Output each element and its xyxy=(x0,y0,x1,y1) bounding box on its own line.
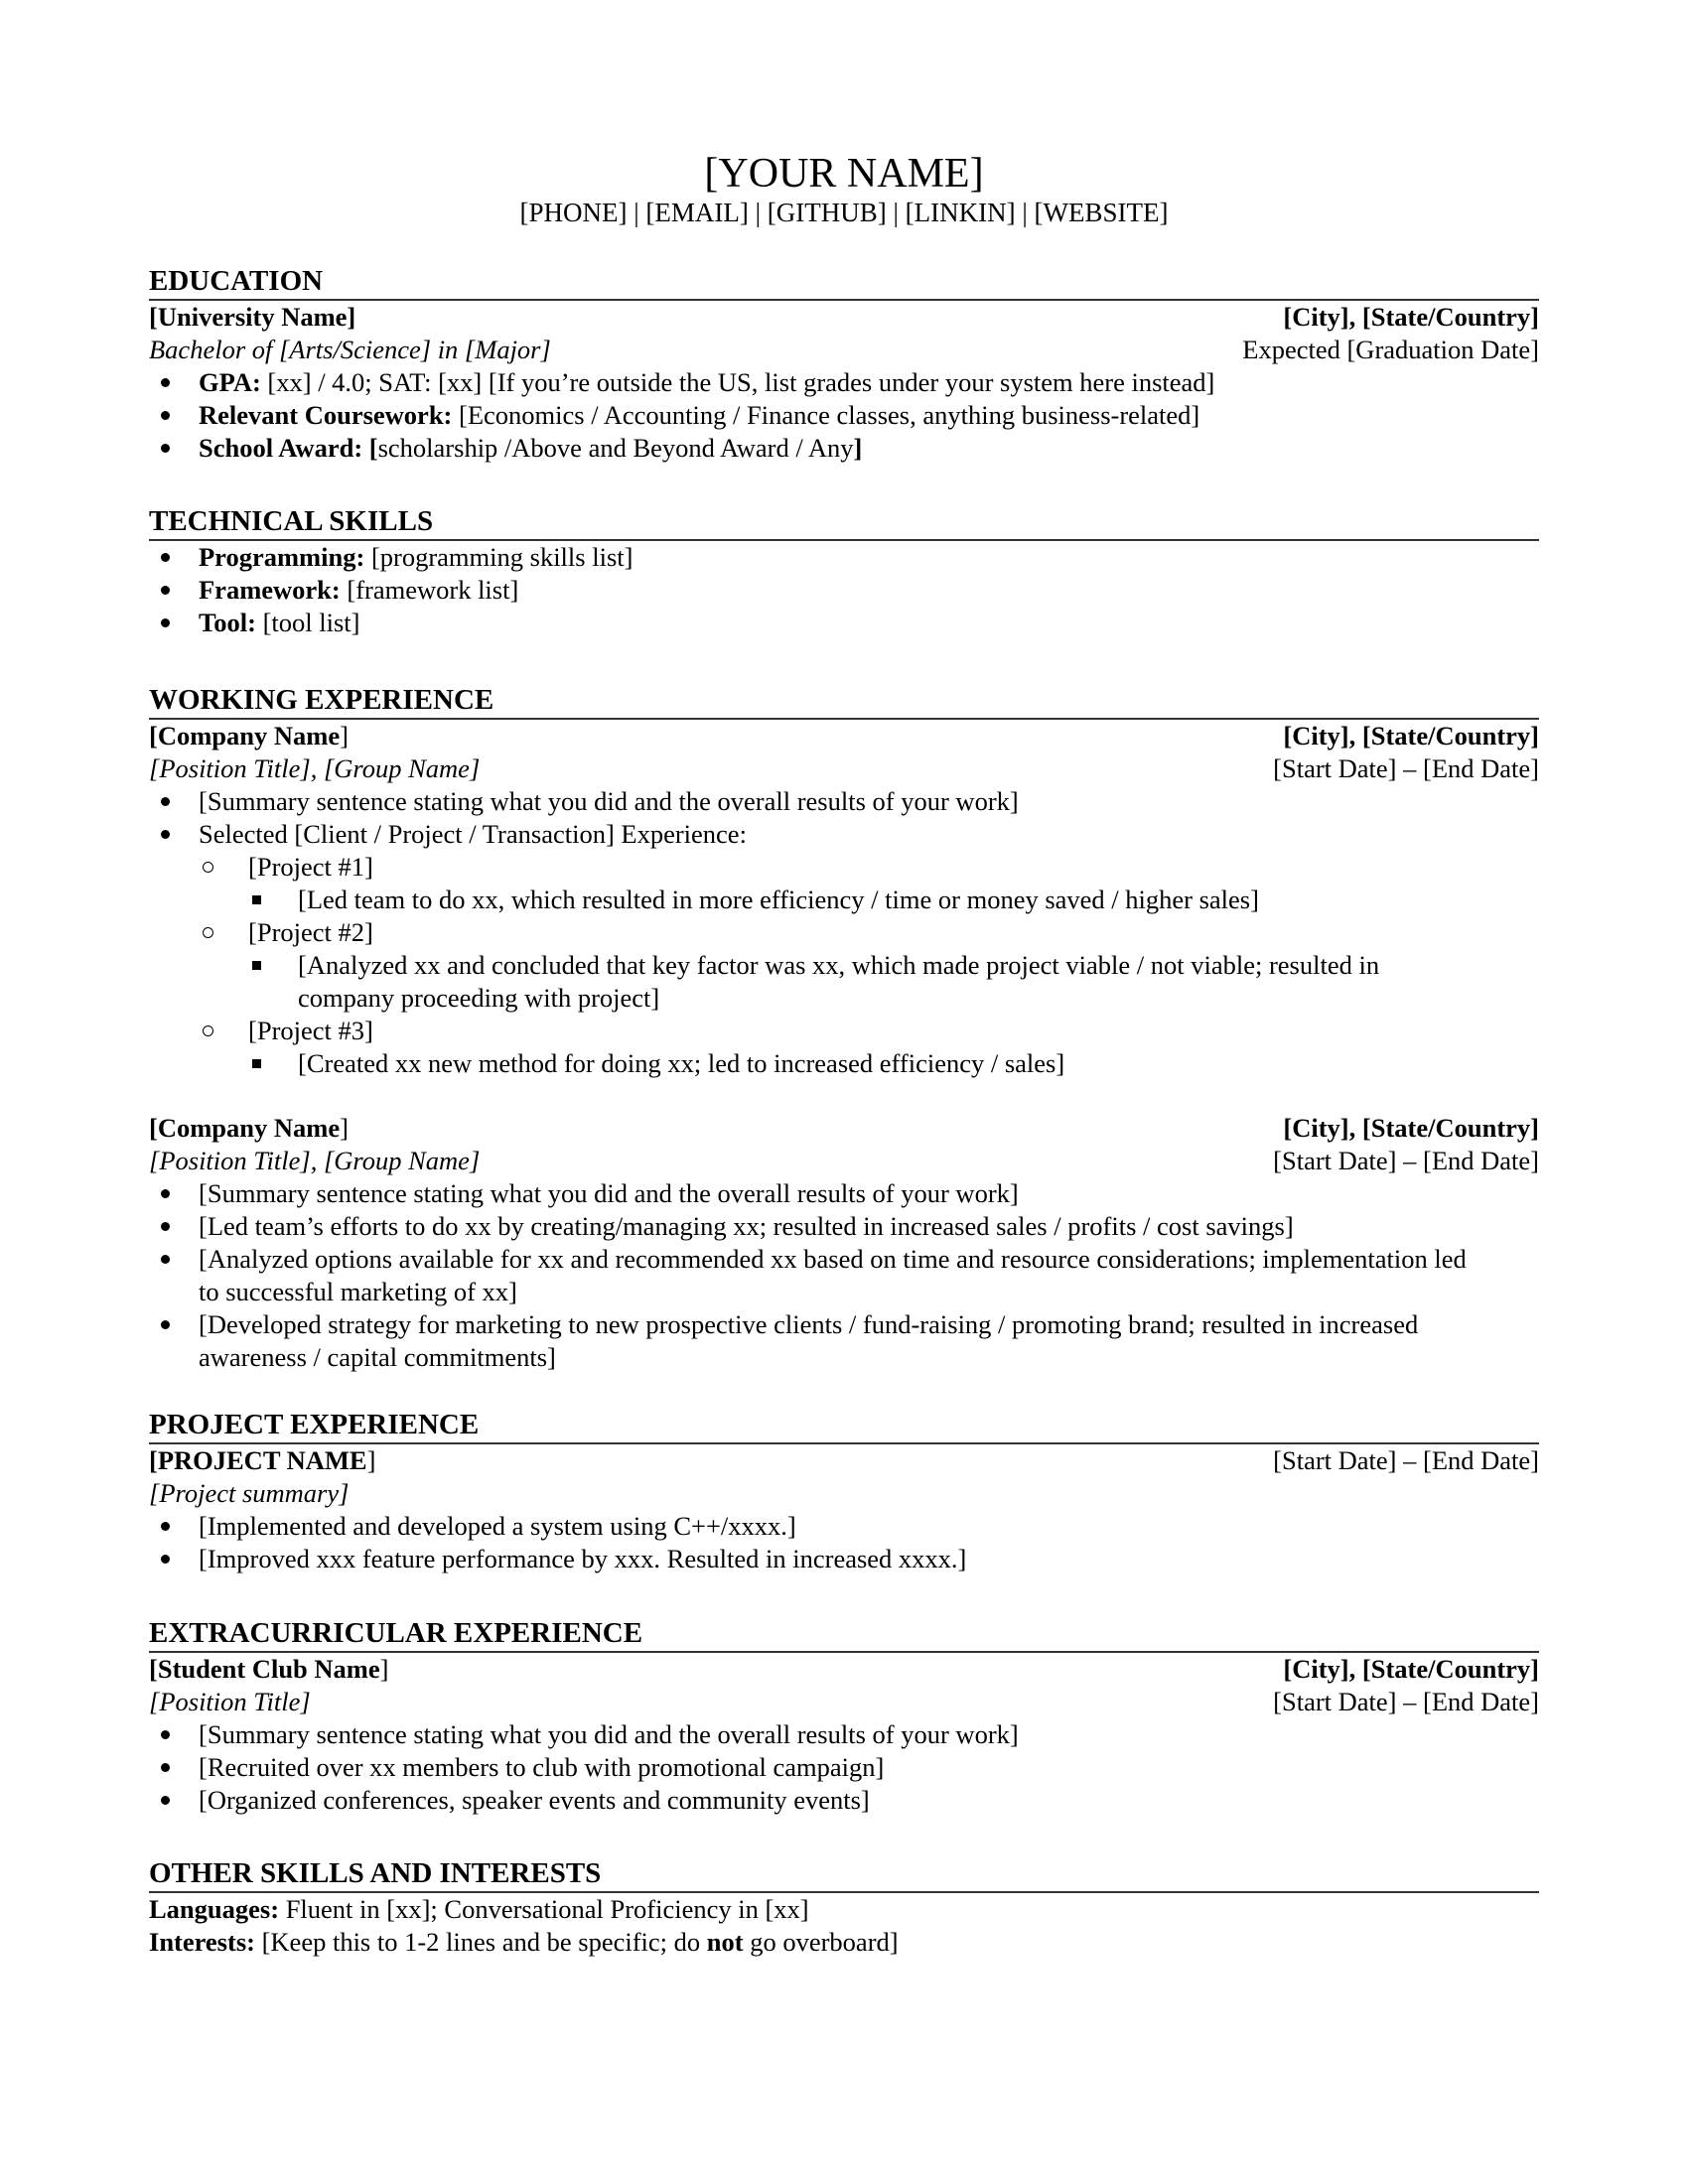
section-title-education: EDUCATION xyxy=(149,264,1539,301)
degree: Bachelor of [Arts/Science] in [Major] xyxy=(149,335,551,364)
project-dates: [Start Date] – [End Date] xyxy=(1273,1445,1539,1475)
skills-list xyxy=(149,541,1539,639)
school-name: [University Name] xyxy=(149,302,356,332)
work-section xyxy=(149,683,1539,1374)
club-dates: [Start Date] – [End Date] xyxy=(1273,1687,1539,1716)
list-item: [Led team’s efforts to do xx by creating/managing xx; resulted in increased sales / profits / cost savings] xyxy=(199,1211,1294,1241)
list-item: [Improved xxx feature performance by xxx. Resulted in increased xxxx.] xyxy=(199,1544,967,1573)
list-item: [Recruited over xx members to club with promotional campaign] xyxy=(199,1752,885,1782)
education-degree-row xyxy=(149,334,1539,366)
languages-line: Languages: Fluent in [xx]; Conversational Proficiency in [xx] xyxy=(149,1894,809,1924)
list-item: Selected [Client / Project / Transaction] Experience: xyxy=(199,819,747,849)
sub-sub-list-item: [Led team to do xx, which resulted in more efficiency / time or money saved / higher sales] xyxy=(298,885,1259,914)
section-title-extracurricular: EXTRACURRICULAR EXPERIENCE xyxy=(149,1616,1539,1653)
job-location: [City], [State/Country] xyxy=(1283,1113,1539,1143)
contact-line: [PHONE] | [EMAIL] | [GITHUB] | [LINKIN] | [WEBSITE] xyxy=(519,198,1169,227)
club-location: [City], [State/Country] xyxy=(1283,1654,1539,1684)
graduation-date: Expected [Graduation Date] xyxy=(1242,335,1539,364)
sub-sub-list-item: [Created xx new method for doing xx; led to increased efficiency / sales] xyxy=(298,1048,1065,1078)
sub-list-item: [Project #2] xyxy=(248,917,373,947)
list-item: [Developed strategy for marketing to new prospective clients / fund-raising / promoting brand; resulted in increased awareness / capital commitments] xyxy=(199,1309,1419,1372)
sub-sub-list-item: [Analyzed xx and concluded that key factor was xx, which made project viable / not viable; resulted in company proceeding with project] xyxy=(298,950,1380,1013)
list-item: [Summary sentence stating what you did and the overall results of your work] xyxy=(199,1719,1019,1749)
school-location: [City], [State/Country] xyxy=(1283,302,1539,332)
list-item: GPA: [xx] / 4.0; SAT: [xx] [If you’re outside the US, list grades under your system here instead] xyxy=(199,367,1215,397)
interests-line: Interests: [Keep this to 1-2 lines and be specific; do not go overboard] xyxy=(149,1927,899,1957)
list-item: [Organized conferences, speaker events and community events] xyxy=(199,1785,870,1815)
club-name: [Student Club Name] xyxy=(149,1654,389,1684)
club-position: [Position Title] xyxy=(149,1687,311,1716)
project-summary: [Project summary] xyxy=(149,1478,350,1508)
education-list xyxy=(149,366,1539,465)
section-title-skills: TECHNICAL SKILLS xyxy=(149,504,1539,541)
education-school-row xyxy=(149,301,1539,334)
project-section xyxy=(149,1408,1539,1575)
job-entry xyxy=(149,720,1539,1080)
sub-list-item: [Project #1] xyxy=(248,852,373,882)
job-entry xyxy=(149,1112,1539,1374)
section-title-project: PROJECT EXPERIENCE xyxy=(149,1408,1539,1444)
education-section xyxy=(149,264,1539,465)
resume-name: [YOUR NAME] xyxy=(704,151,984,197)
position-title: [Position Title], [Group Name] xyxy=(149,753,481,783)
company-name: [Company Name] xyxy=(149,1113,349,1143)
list-item: [Summary sentence stating what you did and the overall results of your work] xyxy=(199,1178,1019,1208)
list-item: [Implemented and developed a system using C++/xxxx.] xyxy=(199,1511,796,1541)
job-dates: [Start Date] – [End Date] xyxy=(1273,753,1539,783)
job-location: [City], [State/Country] xyxy=(1283,721,1539,751)
other-section xyxy=(149,1856,1539,1959)
list-item: [Analyzed options available for xx and recommended xx based on time and resource considerations; implementation led to successful marketing of xx] xyxy=(199,1244,1467,1306)
list-item: Programming: [programming skills list] xyxy=(199,542,633,572)
list-item: Relevant Coursework: [Economics / Accounting / Finance classes, anything business-related] xyxy=(199,400,1200,430)
list-item: School Award: [scholarship /Above and Beyond Award / Any] xyxy=(199,433,863,463)
sub-list-item: [Project #3] xyxy=(248,1016,373,1045)
job-dates: [Start Date] – [End Date] xyxy=(1273,1146,1539,1175)
list-item: Tool: [tool list] xyxy=(199,608,360,637)
company-name: [Company Name] xyxy=(149,721,349,751)
position-title: [Position Title], [Group Name] xyxy=(149,1146,481,1175)
section-title-work: WORKING EXPERIENCE xyxy=(149,683,1539,720)
list-item: Framework: [framework list] xyxy=(199,575,519,605)
section-title-other: OTHER SKILLS AND INTERESTS xyxy=(149,1856,1539,1893)
extracurricular-section xyxy=(149,1616,1539,1817)
project-name: [PROJECT NAME] xyxy=(149,1445,376,1475)
skills-section xyxy=(149,504,1539,639)
list-item: [Summary sentence stating what you did and the overall results of your work] xyxy=(199,786,1019,816)
